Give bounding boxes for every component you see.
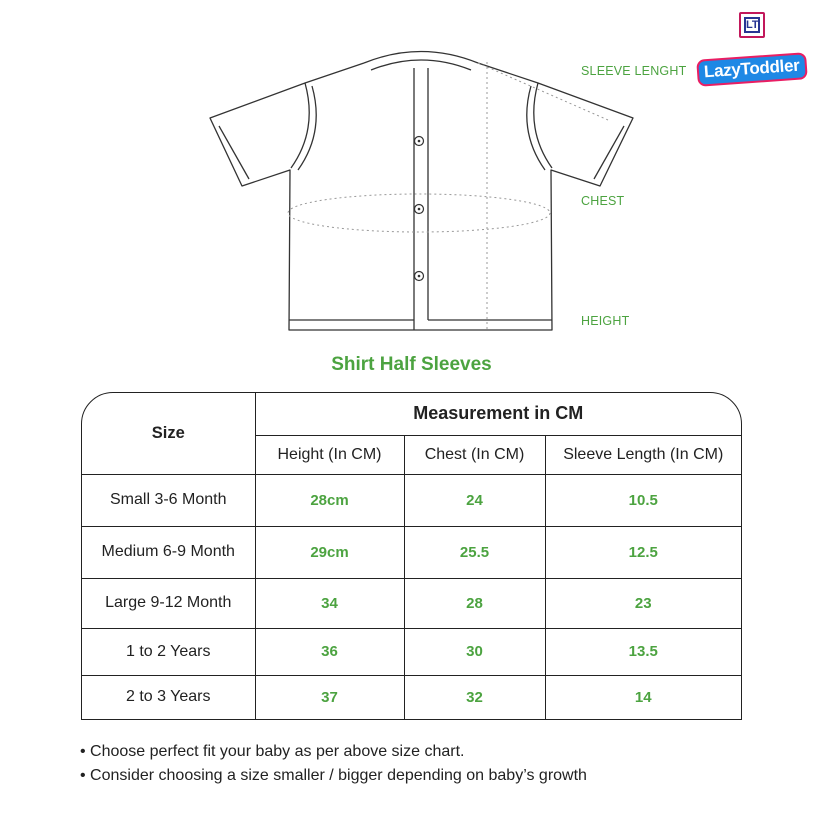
chest-label: CHEST [581,194,625,208]
table-row [82,578,741,628]
size-cell: Medium 6-9 Month [82,526,255,578]
height-cell: 28cm [255,474,404,526]
column-header-sleeve: Sleeve Length (In CM) [545,435,741,474]
measurement-header: Measurement in CM [255,393,741,435]
collar [364,52,478,64]
chest-cell: 28 [404,578,545,628]
right-armhole-seam-2 [527,86,545,170]
size-cell: Large 9-12 Month [82,578,255,628]
notes-list [80,740,587,788]
logo-mark-icon [739,12,765,38]
chest-cell: 24 [404,474,545,526]
height-cell: 36 [255,628,404,675]
chest-cell: 32 [404,675,545,719]
logo-wordmark: LazyToddler [696,52,807,87]
collar-inner [371,60,471,70]
height-label: HEIGHT [581,314,630,328]
left-sleeve-hem [219,126,249,179]
sleeve-cell: 10.5 [545,474,741,526]
left-armhole-seam-2 [298,86,316,170]
height-cell: 37 [255,675,404,719]
sleeve-cell: 12.5 [545,526,741,578]
chest-cell: 30 [404,628,545,675]
sleeve-cell: 23 [545,578,741,628]
table-row [82,526,741,578]
size-cell: Small 3-6 Month [82,474,255,526]
table-row [82,474,741,526]
shirt-outline [210,63,633,330]
column-header-height: Height (In CM) [255,435,404,474]
table-row [82,675,741,719]
right-sleeve-hem [594,126,624,179]
page-title: Shirt Half Sleeves [331,354,492,375]
column-header-chest: Chest (In CM) [404,435,545,474]
logo-mark-text: LT [746,19,759,31]
chest-cell: 25.5 [404,526,545,578]
brand-logo [697,12,809,82]
height-cell: 29cm [255,526,404,578]
table-row [82,628,741,675]
size-header: Size [82,393,255,474]
size-cell: 1 to 2 Years [82,628,255,675]
note-item: • Choose perfect fit your baby as per above size chart. [80,743,465,760]
sleeve-cell: 14 [545,675,741,719]
size-cell: 2 to 3 Years [82,675,255,719]
sleeve-length-label: SLEEVE LENGHT [581,64,687,78]
note-item: • Consider choosing a size smaller / bigger depending on baby’s growth [80,767,587,784]
height-cell: 34 [255,578,404,628]
size-chart-table [81,392,742,720]
sleeve-cell: 13.5 [545,628,741,675]
